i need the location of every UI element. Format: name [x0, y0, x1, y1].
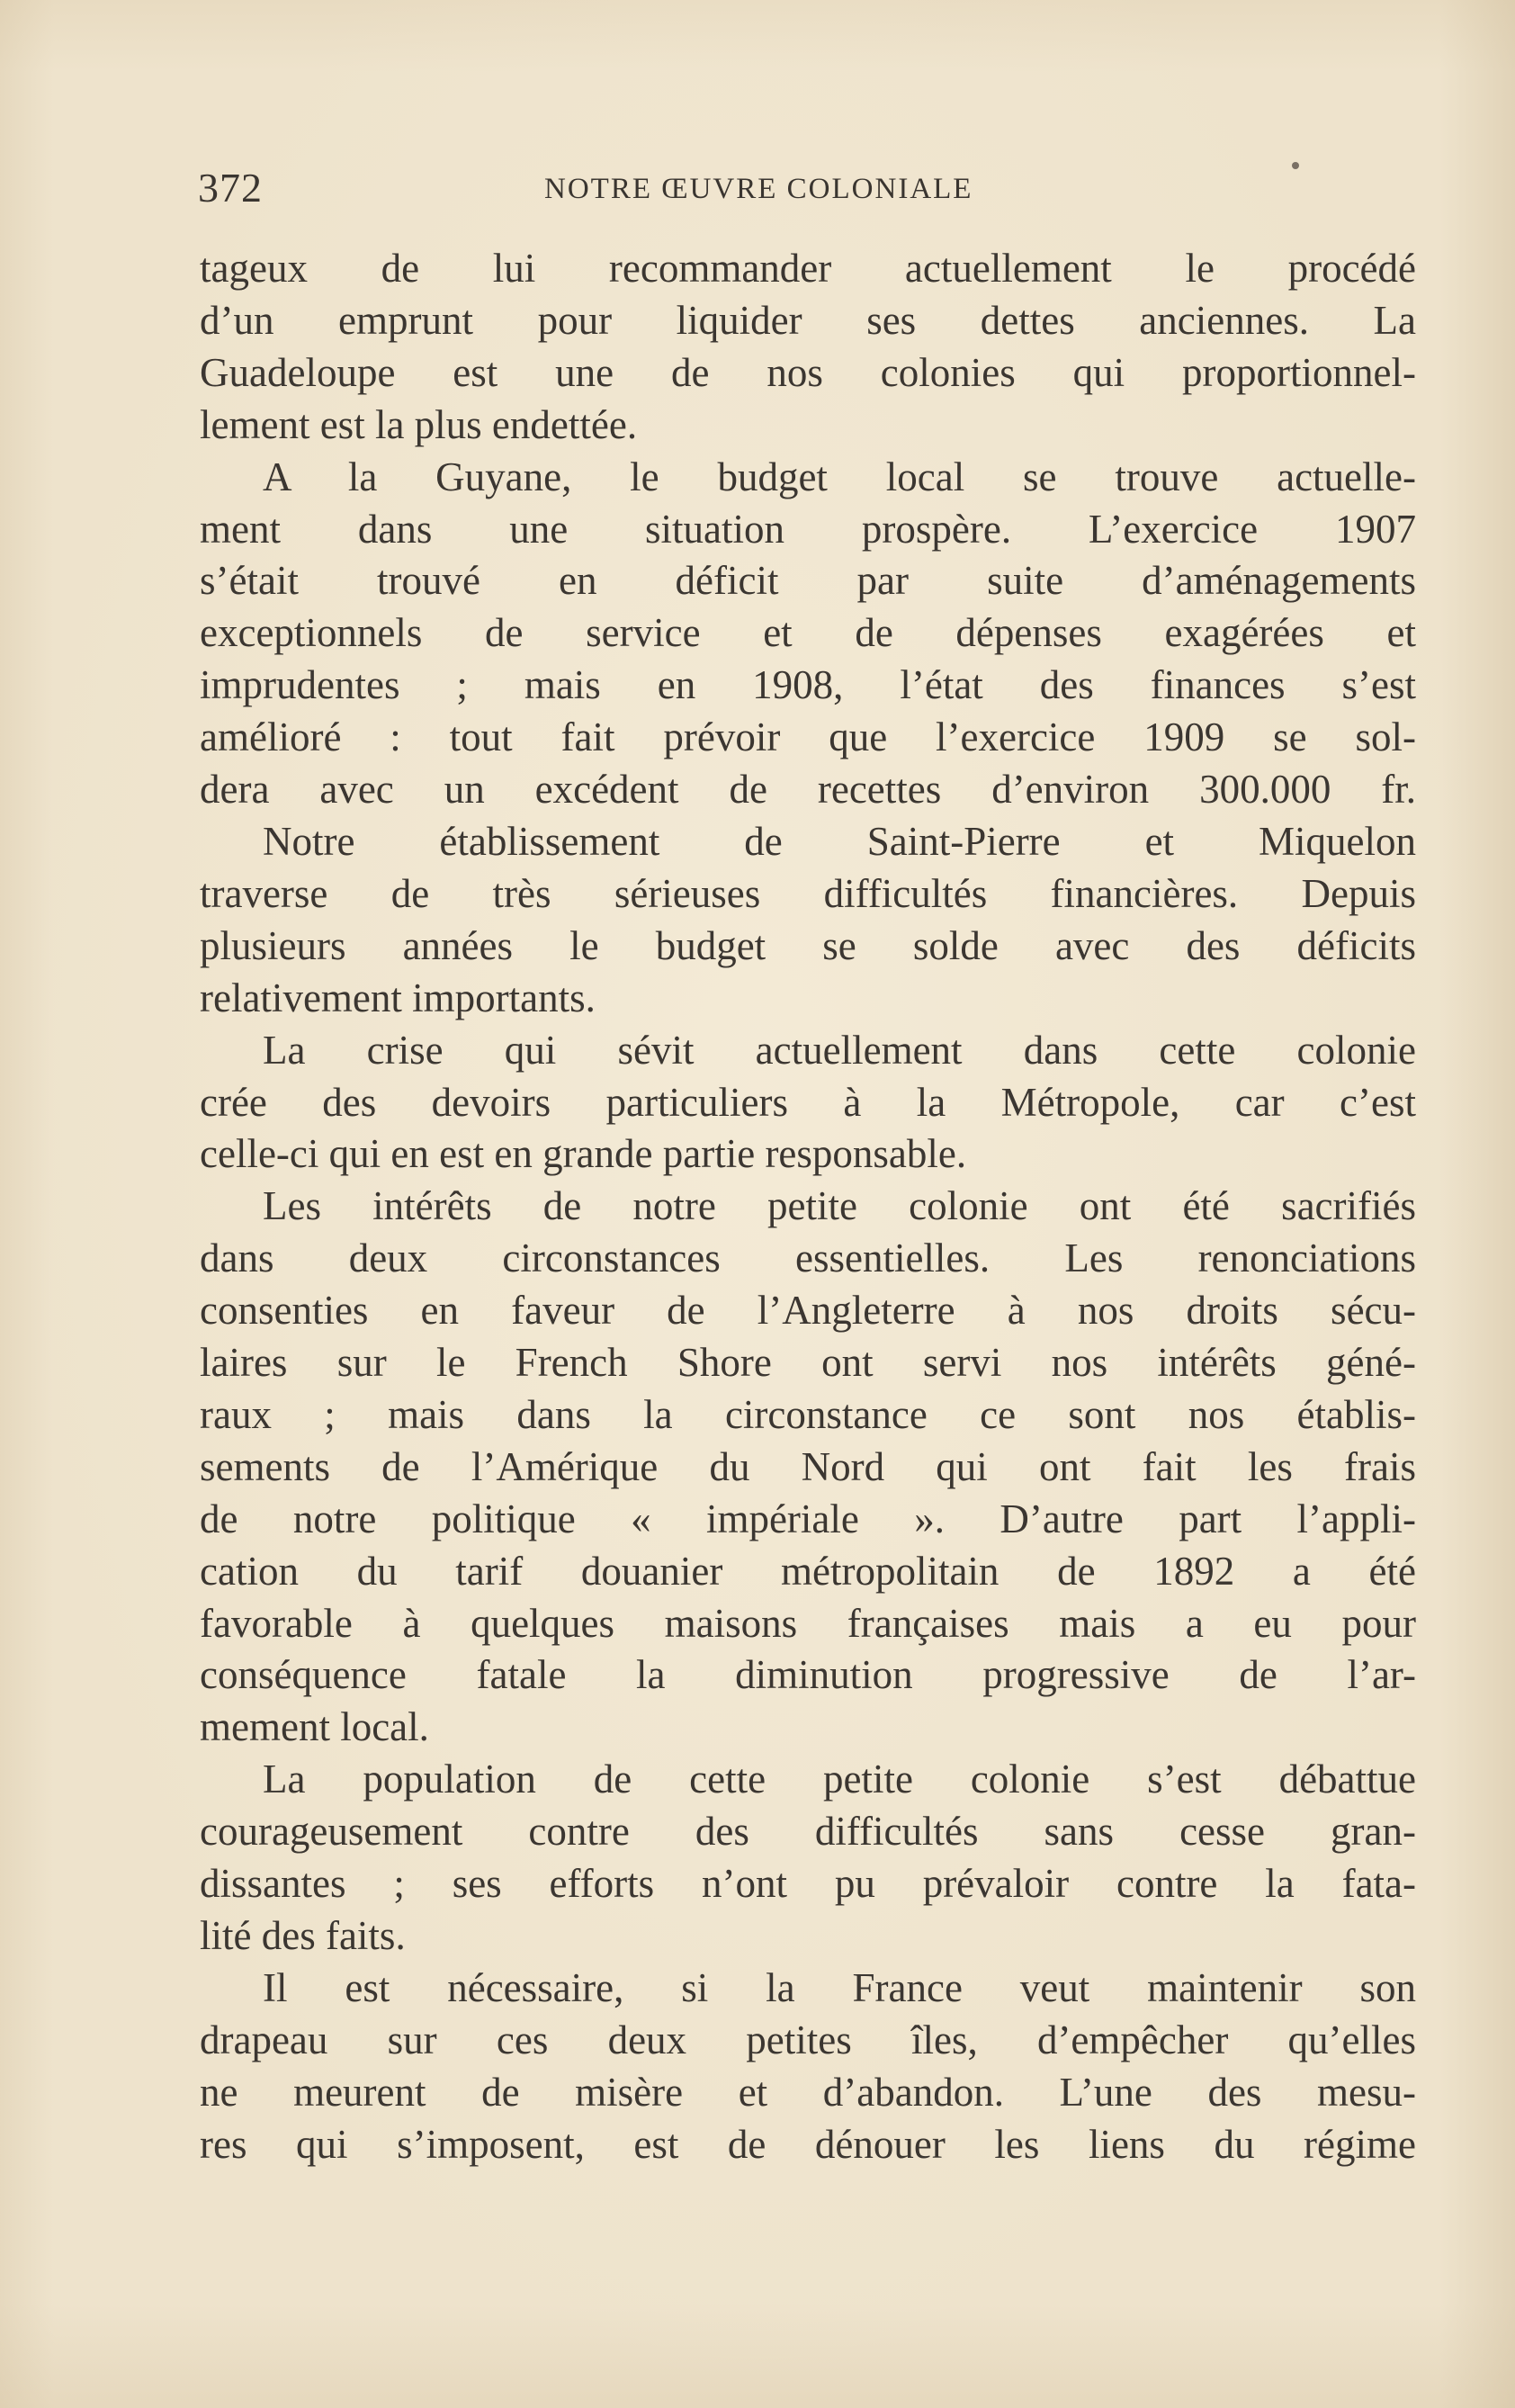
paragraph	[200, 243, 1416, 452]
text-line: consenties en faveur de l’Angleterre à nos droits sécu-	[200, 1288, 1416, 1334]
text-line: de notre politique « impériale ». D’autre part l’appli-	[200, 1496, 1416, 1541]
text-line: cation du tarif douanier métropolitain de 1892 a été	[200, 1548, 1416, 1594]
text-line: crée des devoirs particuliers à la Métropole, car c’est	[200, 1079, 1416, 1125]
running-title: NOTRE ŒUVRE COLONIALE	[544, 173, 973, 205]
text-line: drapeau sur ces deux petites îles, d’empêcher qu’elles	[200, 2017, 1416, 2062]
paragraph	[200, 1963, 1416, 2171]
text-line: courageusement contre des difficultés sans cesse gran-	[200, 1809, 1416, 1855]
text-line: A la Guyane, le budget local se trouve actuelle-	[263, 454, 1416, 499]
text-line: exceptionnels de service et de dépenses exagérées et	[200, 610, 1416, 656]
text-line: dans deux circonstances essentielles. Les renonciations	[200, 1235, 1416, 1281]
text-line: raux ; mais dans la circonstance ce sont nos établis-	[200, 1391, 1416, 1437]
text-line: mement local.	[200, 1704, 429, 1750]
paragraph	[200, 1754, 1416, 1963]
text-line: d’un emprunt pour liquider ses dettes anciennes. La	[200, 297, 1416, 343]
text-line: s’était trouvé en déficit par suite d’aménagements	[200, 558, 1416, 604]
page-header	[198, 162, 1412, 216]
text-line: imprudentes ; mais en 1908, l’état des finances s’est	[200, 662, 1416, 708]
paragraph	[200, 1181, 1416, 1754]
text-line: tageux de lui recommander actuellement le procédé	[200, 246, 1416, 291]
text-line: Guadeloupe est une de nos colonies qui proportionnel-	[200, 349, 1416, 395]
text-line: sements de l’Amérique du Nord qui ont fait les frais	[200, 1443, 1416, 1489]
text-line: celle-ci qui en est en grande partie responsable.	[200, 1131, 967, 1177]
text-line: traverse de très sérieuses difficultés financières. Depuis	[200, 870, 1416, 916]
text-line: Notre établissement de Saint-Pierre et Miquelon	[263, 818, 1416, 864]
text-line: lité des faits.	[200, 1913, 406, 1958]
page-number: 372	[198, 165, 263, 211]
paragraph	[200, 1025, 1416, 1182]
text-line: La population de cette petite colonie s’est débattue	[263, 1757, 1416, 1802]
text-line: amélioré : tout fait prévoir que l’exercice 1909 se sol-	[200, 714, 1416, 760]
ink-dot	[1292, 162, 1299, 169]
text-line: ment dans une situation prospère. L’exercice 1907	[200, 506, 1416, 552]
paragraph	[200, 452, 1416, 816]
text-line: relativement importants.	[200, 975, 596, 1020]
text-line: Il est nécessaire, si la France veut maintenir son	[263, 1964, 1416, 2010]
text-line: dissantes ; ses efforts n’ont pu prévaloir contre la fata-	[200, 1861, 1416, 1907]
text-line: Les intérêts de notre petite colonie ont été sacrifiés	[263, 1183, 1416, 1229]
text-line: plusieurs années le budget se solde avec des déficits	[200, 922, 1416, 968]
text-line: dera avec un excédent de recettes d’environ 300.000 fr.	[200, 767, 1416, 813]
body-text	[200, 243, 1416, 2171]
text-line: La crise qui sévit actuellement dans cette colonie	[263, 1027, 1416, 1073]
text-line: favorable à quelques maisons françaises mais a eu pour	[200, 1600, 1416, 1646]
text-line: ne meurent de misère et d’abandon. L’une des mesu-	[200, 2069, 1416, 2115]
text-line: laires sur le French Shore ont servi nos intérêts géné-	[200, 1340, 1416, 1386]
paragraph	[200, 816, 1416, 1025]
text-line: res qui s’imposent, est de dénouer les liens du régime	[200, 2121, 1416, 2167]
text-line: conséquence fatale la diminution progressive de l’ar-	[200, 1652, 1416, 1698]
text-line: lement est la plus endettée.	[200, 401, 638, 447]
